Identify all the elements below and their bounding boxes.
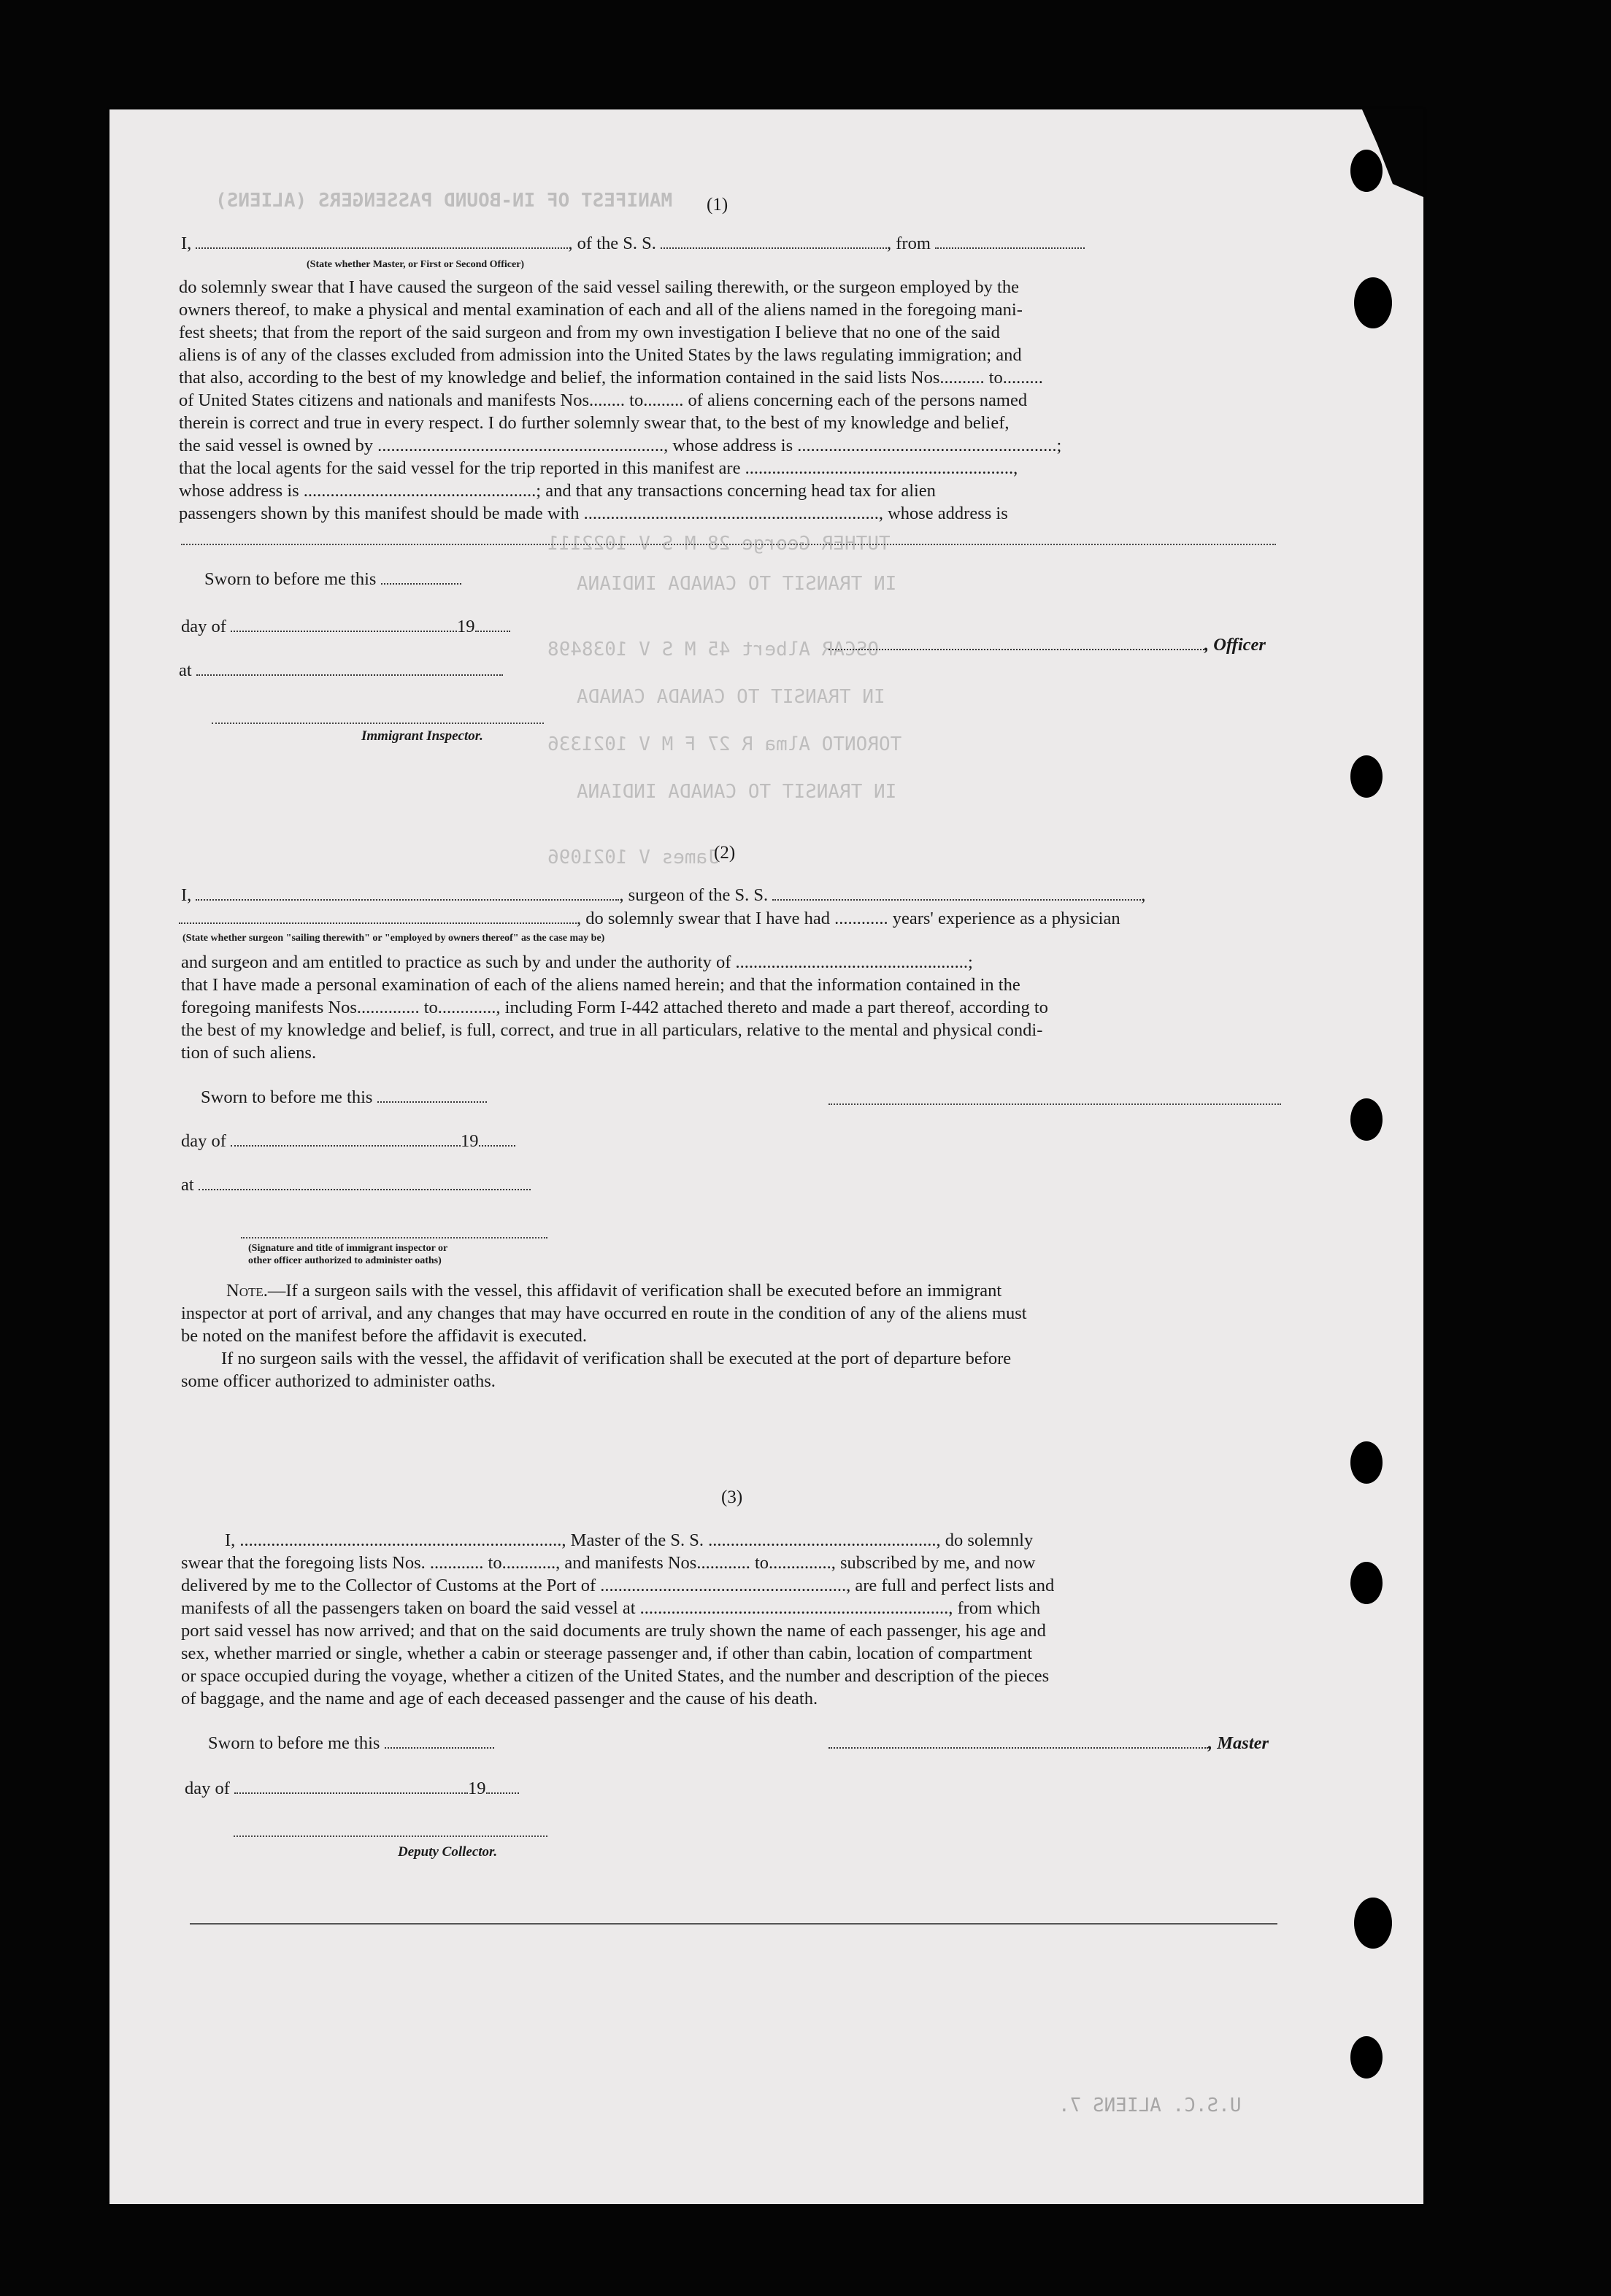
oath-line: aliens is of any of the classes excluded from admission into the United States by the laws regulating immigration; and [179,345,1022,365]
note-line: be noted on the manifest before the affidavit is executed. [181,1326,588,1346]
note-label: Note. [226,1281,268,1301]
note-line: If no surgeon sails with the vessel, the affidavit of verification shall be executed at the port of departure before [221,1349,1012,1368]
text: Sworn to before me this [201,1087,373,1107]
text: 19 [468,1779,486,1798]
section-number-1: (1) [707,195,728,215]
oath-paragraph-2 [181,951,1283,1064]
oath-paragraph-1 [179,276,1281,525]
note-paragraph [181,1279,1283,1392]
blank-line [479,1133,515,1147]
blank-line [196,887,619,901]
blank-line [196,663,503,676]
note-line: inspector at port of arrival, and any changes that may have occurred en route in the condition of any of the aliens must [181,1303,1027,1323]
text: , from [887,234,931,253]
binder-hole [1350,755,1383,798]
oath-line: tion of such aliens. [181,1043,317,1063]
binder-hole [1354,1898,1392,1949]
oath-paragraph-3 [181,1529,1283,1710]
text: , of the S. S. [568,234,656,253]
officer-line [828,635,1266,655]
oath-line: manifests of all the passengers taken on board the said vessel at ....................................................................., from which [181,1598,1041,1618]
text: day of [185,1779,230,1798]
oath-line: fest sheets; that from the report of the said surgeon and from my own investigation I believe that no one of the said [179,323,1000,342]
blank-line [179,911,577,924]
text: day of [181,617,226,636]
blank-line [661,236,887,249]
text: I, [181,885,192,905]
text: , surgeon of the S. S. [619,885,769,905]
blank-line [486,1781,519,1794]
bleed-through-row: James V 1021096 [547,847,719,868]
oath-line: sex, whether married or single, whether a cabin or steerage passenger and, if other than cabin, location of compartment [181,1644,1033,1663]
blank-line [935,236,1085,249]
bleed-through-row: IN TRANSIT TO CANADA CANADA [577,686,885,708]
oath-line: that the local agents for the said vessel for the trip reported in this manifest are ............................................................, [179,458,1018,478]
oath-line-2: I, , surgeon of the S. S. , [181,885,1146,905]
bleed-through-title: MANIFEST OF IN-BOUND PASSENGERS (ALIENS) [215,190,673,212]
oath-line: passengers shown by this manifest should be made with .................................................................., whose address is [179,504,1008,523]
blank-line [377,1090,487,1103]
binder-hole [1350,1441,1383,1484]
blank-line [234,1781,468,1794]
blank-line [196,236,568,249]
state-note: (State whether surgeon "sailing therewith" or "employed by owners thereof" as the case may be) [182,933,605,944]
oath-line: of baggage, and the name and age of each deceased passenger and the cause of his death. [181,1689,818,1708]
signature-line [828,1103,1281,1105]
binder-hole [1350,150,1383,192]
blank-line [212,723,544,724]
text: I, [181,234,192,253]
day-of-line [181,1131,515,1152]
state-note: (State whether Master, or First or Second Officer) [307,259,525,270]
manifest-page [109,109,1423,2204]
sworn-line [204,569,461,590]
oath-line: therein is correct and true in every respect. I do further solemnly swear that, to the best of my knowledge and belief, [179,413,1010,433]
text: at [181,1175,194,1195]
text: Sworn to before me this [204,569,377,589]
oath-line: owners thereof, to make a physical and mental examination of each and all of the aliens named in the foregoing mani- [179,300,1023,320]
blank-line [381,571,461,585]
day-of-line [181,617,510,637]
signature-line [234,1835,547,1837]
text: , Officer [1204,635,1266,655]
text: Sworn to before me this [208,1733,380,1753]
blank-line [231,1133,461,1147]
text: at [179,660,192,680]
master-line [828,1733,1269,1754]
form-stamp: U.S.C. ALIENS 7. [1058,2095,1242,2116]
at-line [179,660,503,681]
footer-rule [190,1923,1277,1925]
oath-line: port said vessel has now arrived; and that on the said documents are truly shown the name of each passenger, his age and [181,1621,1046,1641]
bleed-through-row: OSCAR Albert 45 M S V 1038498 [547,639,879,660]
oath-line: or space occupied during the voyage, whether a citizen of the United States, and the number and description of the pieces [181,1666,1050,1686]
blank-line [828,1736,1208,1749]
oath-line: swear that the foregoing lists Nos. ............ to............, and manifests Nos............ to.............., subscribed by me, and now [181,1553,1036,1573]
section-number-2: (2) [714,843,736,863]
text: , Master [1208,1733,1269,1753]
text: day of [181,1131,226,1151]
blank-line [181,544,1276,545]
sworn-line [208,1733,494,1754]
oath-line: that I have made a personal examination of each of the aliens named herein; and that the information contained in the [181,975,1020,995]
blank-line [199,1177,531,1190]
blank-line [828,637,1204,650]
text: 19 [457,617,475,636]
text: 19 [461,1131,479,1151]
bleed-through-row: TUTHER George 28 M S V 1022111 [547,533,891,555]
binder-hole [1350,1562,1383,1604]
section-number-3: (3) [721,1487,743,1507]
bleed-through-row: IN TRANSIT TO CANADA INDIANA [577,573,897,595]
day-of-line [185,1779,519,1799]
oath-line: whose address is ....................................................; and that any transactions concerning head tax for alien [179,481,936,501]
at-line [181,1175,531,1195]
binder-hole [1350,1098,1383,1141]
text: , do solemnly swear that I have had ............ years' experience as a physician [577,909,1120,928]
oath-line: that also, according to the best of my knowledge and belief, the information contained in the said lists Nos.......... to......... [179,368,1043,388]
signature-note: (Signature and title of immigrant inspector or [248,1243,448,1254]
note-line: some officer authorized to administer oaths. [181,1371,496,1391]
oath-line: I, ........................................................................, Master of the S. S. ..................................................., do solemnly [225,1530,1034,1550]
binder-hole [1354,277,1392,328]
sworn-line [201,1087,487,1108]
blank-line [385,1736,494,1749]
oath-line: and surgeon and am entitled to practice as such by and under the authority of ....................................................; [181,952,973,972]
deputy-title: Deputy Collector. [398,1844,498,1860]
blank-line [772,887,1141,901]
oath-line: do solemnly swear that I have caused the surgeon of the said vessel sailing therewith, or the surgeon employed by the [179,277,1019,297]
signature-line [241,1237,547,1238]
oath-line-2b [179,909,1120,929]
oath-line: of United States citizens and nationals and manifests Nos........ to......... of aliens concerning each of the persons named [179,390,1028,410]
oath-line: delivered by me to the Collector of Customs at the Port of ......................................................., are full and perfect lists and [181,1576,1055,1595]
text: —If a surgeon sails with the vessel, this affidavit of verification shall be executed before an immigrant [267,1281,1002,1301]
blank-line [231,619,457,632]
blank-line [475,619,510,632]
binder-hole [1350,2036,1383,2079]
bleed-through-row: TORONTO Alma R 27 F M V 1021336 [547,733,902,755]
note-line [181,1279,1283,1302]
signature-note: other officer authorized to administer oaths) [248,1255,442,1266]
oath-line: the said vessel is owned by ................................................................, whose address is ..........................................................; [179,436,1062,455]
bleed-through-row: IN TRANSIT TO CANADA INDIANA [577,781,897,803]
oath-line: the best of my knowledge and belief, is full, correct, and true in all particulars, relative to the mental and physical condi- [181,1020,1043,1040]
oath-line: foregoing manifests Nos.............. to............., including Form I-442 attached thereto and made a part thereof, according to [181,998,1048,1017]
oath-line-1 [181,234,1085,254]
inspector-title: Immigrant Inspector. [361,728,483,744]
